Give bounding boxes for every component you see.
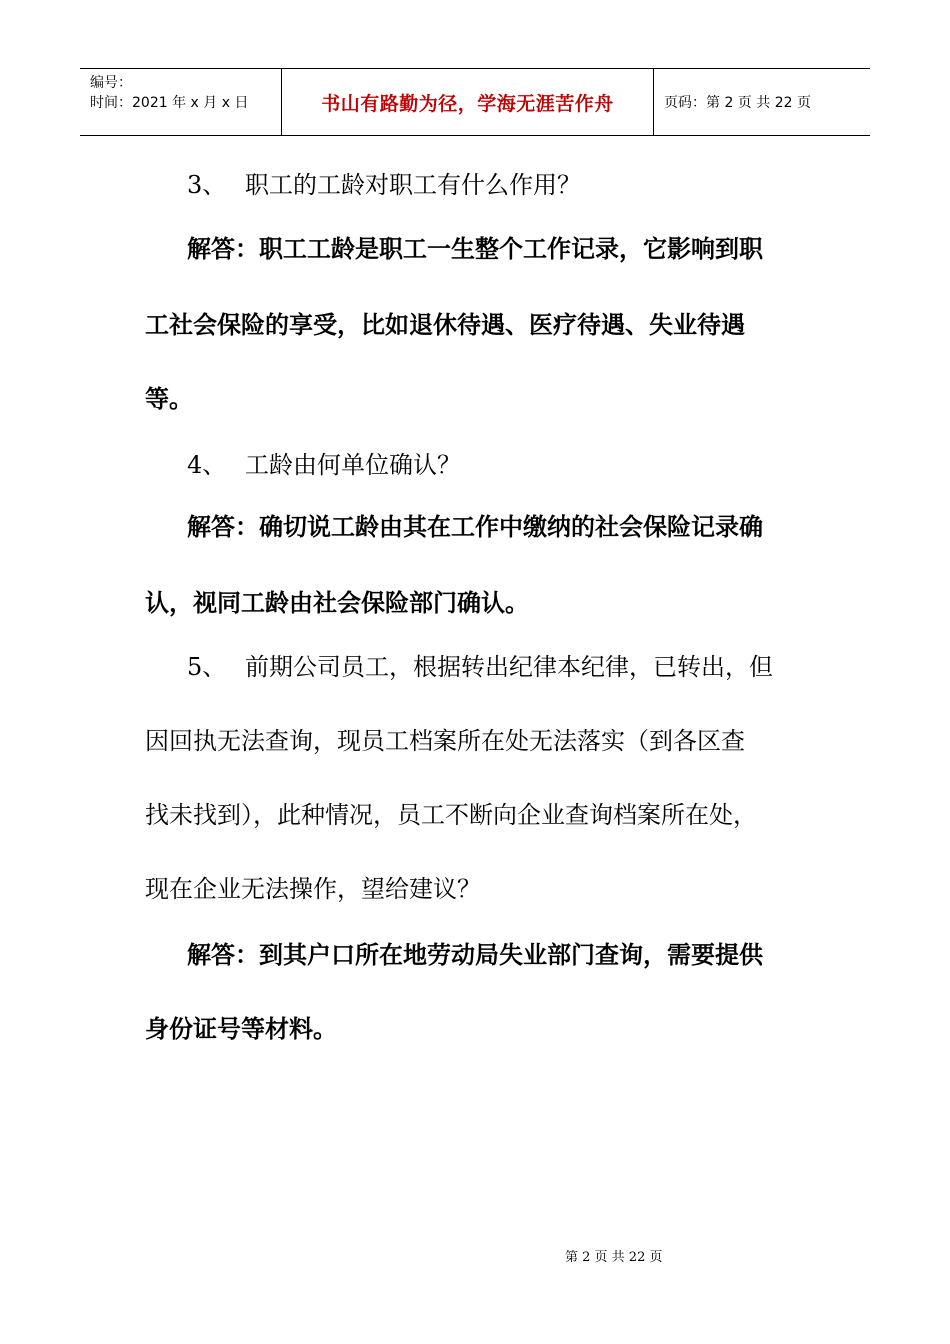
- question-text: 职工的工龄对职工有什么作用？: [245, 171, 581, 199]
- serial-label: 编号：: [90, 75, 132, 91]
- question-5: [187, 652, 773, 682]
- document-header: [80, 68, 870, 136]
- time-label: 时间：2021 年 x 月 x 日: [90, 95, 249, 111]
- page-info-text: 页码：第 2 页 共 22 页: [664, 95, 811, 111]
- motto-text: 书山有路勤为径，学海无涯苦作舟: [321, 92, 614, 115]
- question-3: [187, 170, 581, 200]
- question-number: 4、: [187, 451, 227, 479]
- page-footer: 第 2 页 共 22 页: [565, 1250, 663, 1265]
- header-motto-cell: [282, 69, 654, 135]
- answer-5-line-2: 身份证号等材料。: [145, 1015, 337, 1043]
- answer-3-line-3: 等。: [145, 385, 193, 413]
- question-text: 工龄由何单位确认？: [245, 451, 461, 479]
- question-number: 3、: [187, 171, 227, 199]
- question-5-line-2: 因回执无法查询，现员工档案所在处无法落实（到各区查: [145, 727, 745, 755]
- answer-4-line-2: 认，视同工龄由社会保险部门确认。: [145, 589, 529, 617]
- question-text: 前期公司员工，根据转出纪律本纪律，已转出，但: [245, 653, 773, 681]
- answer-3-line-1: 解答：职工工龄是职工一生整个工作记录，它影响到职: [187, 235, 763, 263]
- answer-4-line-1: 解答：确切说工龄由其在工作中缴纳的社会保险记录确: [187, 513, 763, 541]
- answer-5-line-1: 解答：到其户口所在地劳动局失业部门查询，需要提供: [187, 941, 763, 969]
- question-5-line-3: 找未找到），此种情况，员工不断向企业查询档案所在处，: [145, 801, 757, 829]
- header-meta: [80, 69, 282, 135]
- question-4: [187, 450, 461, 480]
- answer-3-line-2: 工社会保险的享受，比如退休待遇、医疗待遇、失业待遇: [145, 311, 745, 339]
- header-page-info: [654, 69, 870, 135]
- question-number: 5、: [187, 653, 227, 681]
- question-5-line-4: 现在企业无法操作，望给建议？: [145, 875, 481, 903]
